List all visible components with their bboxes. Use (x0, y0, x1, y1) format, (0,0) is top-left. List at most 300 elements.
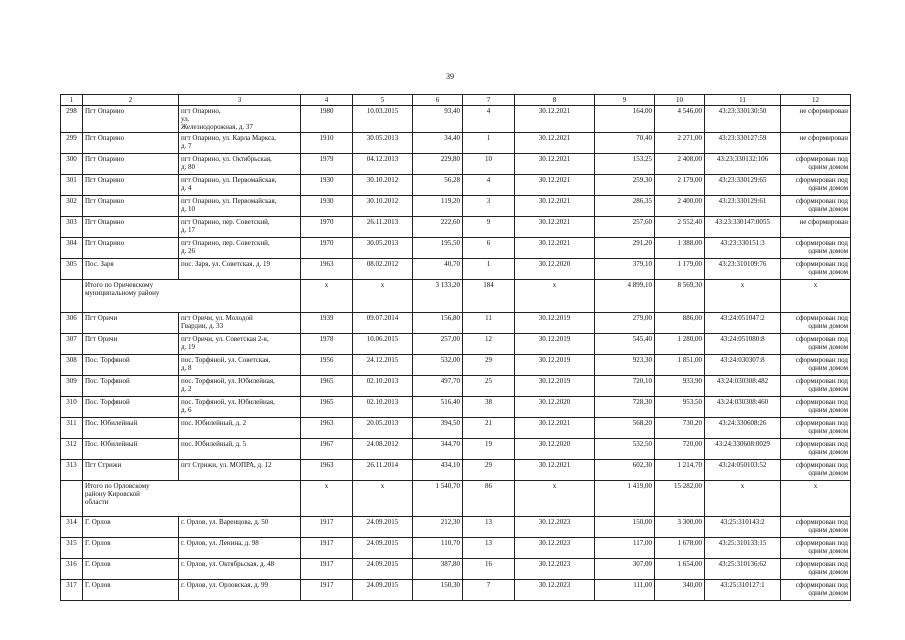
table-cell: 8 569,30 (655, 280, 705, 313)
table-cell: 532,00 (413, 355, 463, 376)
column-header: 1 (61, 95, 83, 106)
table-cell: 1979 (301, 154, 353, 175)
table-cell: 43:24:030308:482 (705, 376, 781, 397)
table-cell: 1 280,00 (655, 334, 705, 355)
table-cell: 43:25:310133:15 (705, 538, 781, 559)
table-cell: 30.12.2019 (515, 376, 595, 397)
table-row (61, 439, 851, 460)
table-cell: Пос. Торфяной (83, 397, 179, 418)
table-row (61, 355, 851, 376)
table-cell: 13 (463, 538, 515, 559)
table-cell: 43:24:051047:2 (705, 313, 781, 334)
table-cell: пгт Опарино, ул. Октябрьская, д. 80 (179, 154, 301, 175)
table-cell: 7 (463, 580, 515, 601)
table-cell: 568,20 (595, 418, 655, 439)
table-cell: 43:24:330608:26 (705, 418, 781, 439)
table-cell: Пгт Опарино (83, 133, 179, 154)
table-cell: 30.12.2023 (515, 559, 595, 580)
table-cell: x (353, 481, 413, 517)
table-cell: 10.03.2015 (353, 106, 413, 133)
table-cell: сформирован под одним домом (781, 196, 851, 217)
table-cell: 19 (463, 439, 515, 460)
table-cell: Пгт Оричи (83, 313, 179, 334)
table-cell: сформирован под одним домом (781, 238, 851, 259)
table-cell: 30.12.2020 (515, 439, 595, 460)
table-cell: 29 (463, 355, 515, 376)
table-cell: 1930 (301, 196, 353, 217)
table-cell: сформирован под одним домом (781, 154, 851, 175)
table-cell: не сформирован (781, 217, 851, 238)
table-row (61, 238, 851, 259)
column-header: 3 (179, 95, 301, 106)
table-cell: 730,20 (655, 418, 705, 439)
table-row (61, 196, 851, 217)
table-cell: 184 (463, 280, 515, 313)
table-cell: Пос. Юбилейный (83, 439, 179, 460)
table-cell: пгт Стрижи, ул. МОПРА, д. 12 (179, 460, 301, 481)
table-cell: 259,30 (595, 175, 655, 196)
subtotal-label: Итого по Оричевскому муниципальному району (83, 280, 301, 313)
table-cell: 212,30 (413, 517, 463, 538)
table-cell: 933,90 (655, 376, 705, 397)
table-cell: сформирован под одним домом (781, 376, 851, 397)
table-cell: пгт Опарино, ул. Железнодорожная, д. 37 (179, 106, 301, 133)
table-row (61, 313, 851, 334)
table-cell: 43:24:051080:8 (705, 334, 781, 355)
table-cell: 532,50 (595, 439, 655, 460)
table-cell: 279,00 (595, 313, 655, 334)
table-cell: 1917 (301, 538, 353, 559)
table-cell: 40,70 (413, 259, 463, 280)
table-cell: 953,50 (655, 397, 705, 418)
table-cell: 24.08.2012 (353, 439, 413, 460)
table-cell: пгт Опарино, пер. Советский, д. 17 (179, 217, 301, 238)
table-cell: 30.12.2023 (515, 517, 595, 538)
table-cell: 30.12.2020 (515, 397, 595, 418)
table-cell: пгт Опарино, пер. Советский, д. 26 (179, 238, 301, 259)
table-cell: сформирован под одним домом (781, 559, 851, 580)
table-cell: 1963 (301, 460, 353, 481)
column-header: 10 (655, 95, 705, 106)
table-cell: 30.05.2013 (353, 133, 413, 154)
table-cell: 43:23:330130:50 (705, 106, 781, 133)
table-cell: x (705, 481, 781, 517)
table-cell: 222,60 (413, 217, 463, 238)
table-cell: 43:24:330608:0029 (705, 439, 781, 460)
table-cell: 4 546,00 (655, 106, 705, 133)
table-cell: сформирован под одним домом (781, 460, 851, 481)
table-cell: пос. Юбилейный, д. 5 (179, 439, 301, 460)
table-cell: 30.12.2021 (515, 133, 595, 154)
table-cell: не сформирован (781, 133, 851, 154)
table-cell: сформирован под одним домом (781, 313, 851, 334)
table-cell: 43:25:310127:1 (705, 580, 781, 601)
table-cell: 26.11.2013 (353, 217, 413, 238)
column-header: 11 (705, 95, 781, 106)
table-cell: 1970 (301, 238, 353, 259)
table-cell: 30.12.2023 (515, 580, 595, 601)
table-cell: 24.09.2015 (353, 517, 413, 538)
table-cell: 1930 (301, 175, 353, 196)
table-cell: пгт Оричи, ул. Советская 2-я, д. 19 (179, 334, 301, 355)
table-cell: 02.10.2013 (353, 376, 413, 397)
table-cell: 257,00 (413, 334, 463, 355)
table-cell: 2 179,00 (655, 175, 705, 196)
table-cell: Пгт Опарино (83, 196, 179, 217)
table-cell: 30.12.2021 (515, 196, 595, 217)
table-row (61, 517, 851, 538)
table-cell: 24.09.2015 (353, 559, 413, 580)
table-cell: 43:23:330127:59 (705, 133, 781, 154)
table-cell: 1 851,00 (655, 355, 705, 376)
table-cell: сформирован под одним домом (781, 259, 851, 280)
table-cell: 43:25:310136:62 (705, 559, 781, 580)
table-cell: 923,30 (595, 355, 655, 376)
table-cell: 117,00 (595, 538, 655, 559)
table-cell: сформирован под одним домом (781, 397, 851, 418)
table-cell: 24.09.2015 (353, 538, 413, 559)
table-cell: Пгт Оричи (83, 334, 179, 355)
table-cell: 30.12.2019 (515, 355, 595, 376)
table-cell: 30.12.2021 (515, 418, 595, 439)
table-cell: 164,00 (595, 106, 655, 133)
table-row (61, 334, 851, 355)
table-row (61, 397, 851, 418)
table-cell: Пгт Опарино (83, 217, 179, 238)
table-cell: 728,30 (595, 397, 655, 418)
table-cell: 30.12.2021 (515, 238, 595, 259)
table-cell: 306 (61, 313, 83, 334)
table-cell: 6 (463, 238, 515, 259)
table-cell: Г. Орлов (83, 580, 179, 601)
table-cell: 4 899,10 (595, 280, 655, 313)
table-cell: 1 678,00 (655, 538, 705, 559)
table-cell: 30.12.2021 (515, 217, 595, 238)
table-cell: 30.10.2012 (353, 196, 413, 217)
table-cell: 4 (463, 106, 515, 133)
table-cell: 720,10 (595, 376, 655, 397)
table-cell: 317 (61, 580, 83, 601)
table-cell (61, 280, 83, 313)
table-cell: Пгт Опарино (83, 106, 179, 133)
table-cell: 04.12.2013 (353, 154, 413, 175)
table-cell: 13 (463, 517, 515, 538)
column-header: 6 (413, 95, 463, 106)
subtotal-row (61, 481, 851, 517)
table-cell: 387,80 (413, 559, 463, 580)
table-cell: 886,00 (655, 313, 705, 334)
table-cell: пгт Опарино, ул. Первомайская, д. 10 (179, 196, 301, 217)
column-header: 4 (301, 95, 353, 106)
table-cell: пос. Торфяной, ул. Советская, д. 8 (179, 355, 301, 376)
table-cell: 111,00 (595, 580, 655, 601)
table-cell: Пос. Заря (83, 259, 179, 280)
table-cell: 257,60 (595, 217, 655, 238)
table-cell: Пгт Опарино (83, 154, 179, 175)
table-cell: 30.12.2023 (515, 538, 595, 559)
table-cell: 379,10 (595, 259, 655, 280)
table-cell: пгт Опарино, ул. Первомайская, д. 4 (179, 175, 301, 196)
table-cell: x (781, 481, 851, 517)
table-cell: сформирован под одним домом (781, 517, 851, 538)
table-cell: 21 (463, 418, 515, 439)
table-cell: 1 214,70 (655, 460, 705, 481)
table-cell: 3 (463, 196, 515, 217)
table-cell: 150,30 (413, 580, 463, 601)
column-header: 9 (595, 95, 655, 106)
table-cell: 1963 (301, 259, 353, 280)
table-cell: сформирован под одним домом (781, 355, 851, 376)
table-cell: 12 (463, 334, 515, 355)
table-cell: Г. Орлов (83, 538, 179, 559)
table-cell: 312 (61, 439, 83, 460)
table-row (61, 154, 851, 175)
table-cell: 02.10.2013 (353, 397, 413, 418)
table-cell: 25 (463, 376, 515, 397)
table-cell: 34,40 (413, 133, 463, 154)
table-cell: 30.05.2013 (353, 238, 413, 259)
table-cell: сформирован под одним домом (781, 580, 851, 601)
table-cell: 2 400,00 (655, 196, 705, 217)
table-row (61, 538, 851, 559)
table-cell: г. Орлов, ул. Орловская, д. 99 (179, 580, 301, 601)
table-cell: Пгт Стрижи (83, 460, 179, 481)
table-cell: x (515, 280, 595, 313)
table-cell: 291,20 (595, 238, 655, 259)
table-cell: 30.12.2019 (515, 334, 595, 355)
table-row (61, 259, 851, 280)
table-cell: 43:24:050103:52 (705, 460, 781, 481)
housing-table (60, 94, 851, 601)
table-cell: 93,40 (413, 106, 463, 133)
table-cell: сформирован под одним домом (781, 418, 851, 439)
table-cell: 119,20 (413, 196, 463, 217)
table-cell: 43:23:330147:0055 (705, 217, 781, 238)
table-cell: 15 282,00 (655, 481, 705, 517)
table-cell: 301 (61, 175, 83, 196)
table-cell: 309 (61, 376, 83, 397)
table-cell: 300 (61, 154, 83, 175)
table-cell: Пос. Торфяной (83, 355, 179, 376)
table-body (61, 106, 851, 601)
table-cell: 1965 (301, 376, 353, 397)
page-number: 39 (446, 72, 454, 81)
table-cell: 2 408,00 (655, 154, 705, 175)
table-cell: 307 (61, 334, 83, 355)
table-cell: 545,40 (595, 334, 655, 355)
table-cell: 516,40 (413, 397, 463, 418)
table-cell: 229,80 (413, 154, 463, 175)
table-cell: 30.10.2012 (353, 175, 413, 196)
column-header: 7 (463, 95, 515, 106)
table-cell: 340,00 (655, 580, 705, 601)
table-cell: Г. Орлов (83, 517, 179, 538)
column-header: 5 (353, 95, 413, 106)
table-cell: 1 388,00 (655, 238, 705, 259)
table-cell: 70,40 (595, 133, 655, 154)
column-header: 8 (515, 95, 595, 106)
table-cell: 313 (61, 460, 83, 481)
table-row (61, 106, 851, 133)
table-cell: 1963 (301, 418, 353, 439)
table-cell: 26.11.2014 (353, 460, 413, 481)
table-cell: 9 (463, 217, 515, 238)
table-row (61, 217, 851, 238)
table-cell: 1 (463, 259, 515, 280)
table-cell: не сформирован (781, 106, 851, 133)
table-cell: 43:23:330129:65 (705, 175, 781, 196)
table-cell: 1 540,70 (413, 481, 463, 517)
table-cell: 2 271,00 (655, 133, 705, 154)
table-cell: x (301, 280, 353, 313)
table-cell: 1939 (301, 313, 353, 334)
table-cell: 08.02.2012 (353, 259, 413, 280)
table-cell: пгт Опарино, ул. Карла Маркса, д. 7 (179, 133, 301, 154)
table-cell: Пос. Юбилейный (83, 418, 179, 439)
header-row (61, 95, 851, 106)
table-cell: 43:24:030308:460 (705, 397, 781, 418)
table-cell: 43:25:310143:2 (705, 517, 781, 538)
table-cell: 29 (463, 460, 515, 481)
table-cell: 1967 (301, 439, 353, 460)
table-cell: пос. Торфяной, ул. Юбилейная, д. 6 (179, 397, 301, 418)
table-cell: 344,70 (413, 439, 463, 460)
subtotal-label: Итого по Орловскому району Кировской области (83, 481, 301, 517)
table-cell: Пгт Опарино (83, 238, 179, 259)
table-cell: 286,35 (595, 196, 655, 217)
table-cell: 16 (463, 559, 515, 580)
table-cell: 311 (61, 418, 83, 439)
table-row (61, 133, 851, 154)
table-row (61, 559, 851, 580)
table-cell: 43:23:330132:106 (705, 154, 781, 175)
table-cell: пос. Торфяной, ул. Юбилейная, д. 2 (179, 376, 301, 397)
table-cell: 1978 (301, 334, 353, 355)
table-cell: 30.12.2021 (515, 175, 595, 196)
table-cell: 302 (61, 196, 83, 217)
table-cell: пгт Оричи, ул. Молодой Гвардии, д. 33 (179, 313, 301, 334)
table-cell: 305 (61, 259, 83, 280)
table-cell: x (705, 280, 781, 313)
table-cell: 86 (463, 481, 515, 517)
table-row (61, 376, 851, 397)
column-header: 2 (83, 95, 179, 106)
table-cell: 1 (463, 133, 515, 154)
table-cell: 43:24:030307:8 (705, 355, 781, 376)
table-cell: 3 133,20 (413, 280, 463, 313)
table-cell: 1 179,00 (655, 259, 705, 280)
table-cell: Г. Орлов (83, 559, 179, 580)
table-cell: 315 (61, 538, 83, 559)
table-cell: 43:23:330151:3 (705, 238, 781, 259)
table-row (61, 460, 851, 481)
table-cell: 1917 (301, 580, 353, 601)
table-cell: 110,70 (413, 538, 463, 559)
table-cell: x (781, 280, 851, 313)
table-cell: 20.05.2013 (353, 418, 413, 439)
table-cell: 30.12.2020 (515, 259, 595, 280)
table-cell: 30.12.2019 (515, 313, 595, 334)
table-cell: 1917 (301, 517, 353, 538)
table-cell: x (515, 481, 595, 517)
table-cell: 1956 (301, 355, 353, 376)
table-cell: сформирован под одним домом (781, 334, 851, 355)
column-header: 12 (781, 95, 851, 106)
table-cell: 156,80 (413, 313, 463, 334)
table-cell: 11 (463, 313, 515, 334)
table-cell: 3 300,00 (655, 517, 705, 538)
table-cell: 153,25 (595, 154, 655, 175)
table-cell: сформирован под одним домом (781, 439, 851, 460)
table-cell: 1 654,00 (655, 559, 705, 580)
table-cell: 30.12.2021 (515, 460, 595, 481)
table-cell: 316 (61, 559, 83, 580)
table-cell: 1980 (301, 106, 353, 133)
table-cell: 299 (61, 133, 83, 154)
table-cell: 307,00 (595, 559, 655, 580)
table-cell: сформирован под одним домом (781, 175, 851, 196)
table-cell: 298 (61, 106, 83, 133)
table-cell: 30.12.2021 (515, 106, 595, 133)
table-cell: г. Орлов, ул. Октябрьская, д. 48 (179, 559, 301, 580)
table-cell: 1970 (301, 217, 353, 238)
table-cell (61, 481, 83, 517)
table-cell: 4 (463, 175, 515, 196)
table-cell: Пос. Торфяной (83, 376, 179, 397)
table-cell: 310 (61, 397, 83, 418)
table-cell: 43:23:330129:61 (705, 196, 781, 217)
table-cell: пос. Заря, ул. Советская, д. 19 (179, 259, 301, 280)
table-cell: x (301, 481, 353, 517)
table-row (61, 580, 851, 601)
table-cell: 314 (61, 517, 83, 538)
table-cell: 304 (61, 238, 83, 259)
table-cell: 10.06.2015 (353, 334, 413, 355)
table-cell: 1965 (301, 397, 353, 418)
table-cell: 720,00 (655, 439, 705, 460)
table-cell: 1 419,00 (595, 481, 655, 517)
table-cell: 308 (61, 355, 83, 376)
table-cell: 150,00 (595, 517, 655, 538)
table-row (61, 418, 851, 439)
table-cell: 56,28 (413, 175, 463, 196)
table-cell: 38 (463, 397, 515, 418)
table-cell: 2 552,40 (655, 217, 705, 238)
table-cell: 09.07.2014 (353, 313, 413, 334)
table-cell: 195,50 (413, 238, 463, 259)
table-cell: 30.12.2021 (515, 154, 595, 175)
table-cell: 43:23:310109:76 (705, 259, 781, 280)
table-cell: x (353, 280, 413, 313)
table-cell: г. Орлов, ул. Варенцова, д. 50 (179, 517, 301, 538)
table-cell: г. Орлов, ул. Ленина, д. 98 (179, 538, 301, 559)
table-cell: 434,10 (413, 460, 463, 481)
table-cell: Пгт Опарино (83, 175, 179, 196)
subtotal-row (61, 280, 851, 313)
table-cell: 303 (61, 217, 83, 238)
table-cell: 497,70 (413, 376, 463, 397)
table-cell: 24.12.2015 (353, 355, 413, 376)
table-cell: 602,30 (595, 460, 655, 481)
table-cell: пос. Юбилейный, д. 2 (179, 418, 301, 439)
table-cell: сформирован под одним домом (781, 538, 851, 559)
table-cell: 1910 (301, 133, 353, 154)
table-cell: 394,50 (413, 418, 463, 439)
table-cell: 1917 (301, 559, 353, 580)
table-row (61, 175, 851, 196)
table-cell: 24.09.2015 (353, 580, 413, 601)
table-cell: 10 (463, 154, 515, 175)
